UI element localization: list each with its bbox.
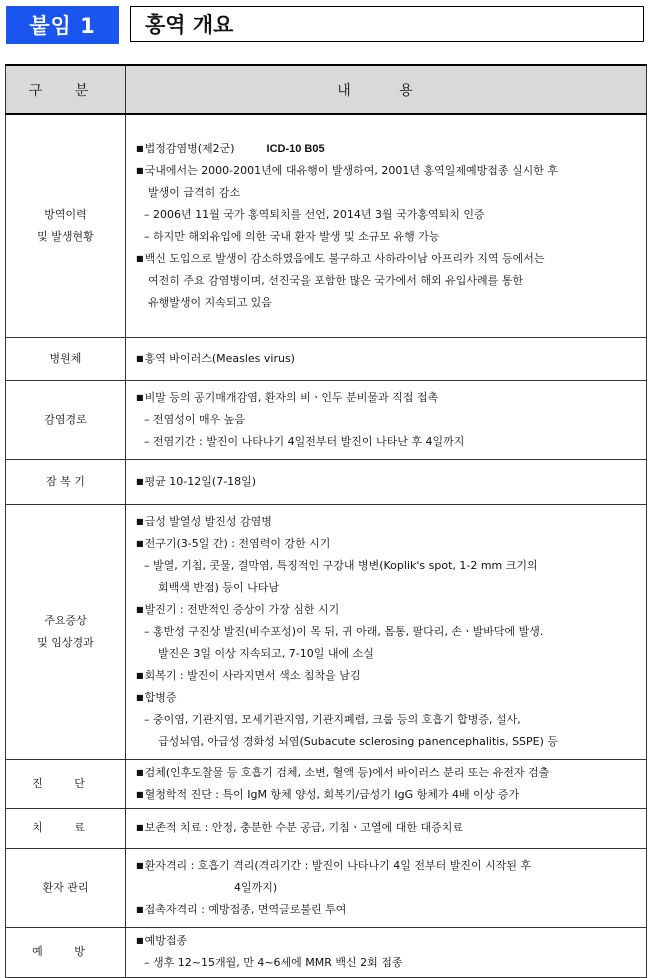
- table-row: [6, 459, 647, 504]
- column-header-category: 구 분: [6, 65, 126, 114]
- row-content-patient-management: ■환자격리 : 호흡기 격리(격리기간 : 발진이 나타나기 4일 전부터 발진이 시작된 후 4일까지) ■접촉자격리 : 예방접종, 면역글로불린 투여: [126, 848, 647, 927]
- row-label-pathogen: 병원체: [6, 337, 126, 380]
- row-label-prevention: 예 방: [6, 927, 126, 977]
- document-header: [6, 6, 646, 44]
- row-content-symptoms: ■급성 발열성 발진성 감염병 ■전구기(3-5일 간) : 전염력이 강한 시기 – 발열, 기침, 콧물, 결막염, 특징적인 구강내 병변(Koplik's spot, 1-2 mm 크기의 회백색 반점) 등이 나타남 ■발진기 : 전반적인 증상이 가장 심한 시기 – 홍반성 구진상 발진(비수포성)이 목 뒤, 귀 아래, 몸통, 팔다리, 손ㆍ발바닥에 발생. 발진은 3일 이상 지속되고, 7-10일 내에 소실 ■회복기 : 발진이 사라지면서 색소 침착을 남김 ■합병증 – 중이염, 기관지염, 모세기관지염, 기관지폐렴, 크룹 등의 호흡기 합병증, 설사, 급성뇌염, 아급성 경화성 뇌염(Subacute sclerosing panencephalitis, SSPE) 등: [126, 504, 647, 759]
- table-row: [6, 848, 647, 927]
- table-row: [6, 504, 647, 759]
- table-row: [6, 380, 647, 459]
- attachment-badge: 붙임 1: [6, 6, 119, 44]
- row-label-incubation: 잠 복 기: [6, 459, 126, 504]
- table-row: [6, 927, 647, 977]
- row-label-symptoms: 주요증상 및 임상경과: [6, 504, 126, 759]
- row-content-epidemiology: ■법정감염병(제2군) ICD-10 B05 ■국내에서는 2000-2001년에 대유행이 발생하여, 2001년 홍역일제예방접종 실시한 후 발생이 급격히 감소 – 2006년 11월 국가 홍역퇴치를 선언, 2014년 3월 국가홍역퇴치 인증 – 하지만 해외유입에 의한 국내 환자 발생 및 소규모 유행 가능 ■백신 도입으로 발생이 감소하였음에도 불구하고 사하라이남 아프리카 지역 등에서는 여전히 주요 감염병이며, 선진국을 포함한 많은 국가에서 해외 유입사례를 통한 유행발생이 지속되고 있음: [126, 114, 647, 337]
- row-label-epidemiology: 방역이력 및 발생현황: [6, 114, 126, 337]
- table-header-row: [6, 65, 647, 114]
- table-row: [6, 759, 647, 808]
- row-label-patient-management: 환자 관리: [6, 848, 126, 927]
- page-title: 홍역 개요: [130, 6, 644, 42]
- table-row: [6, 808, 647, 848]
- row-label-transmission: 감염경로: [6, 380, 126, 459]
- row-content-prevention: ■예방접종 – 생후 12~15개월, 만 4~6세에 MMR 백신 2회 접종: [126, 927, 647, 977]
- measles-overview-table: [5, 64, 647, 978]
- icd-code: ICD-10 B05: [266, 142, 325, 155]
- row-content-pathogen: ■홍역 바이러스(Measles virus): [126, 337, 647, 380]
- table-row: [6, 337, 647, 380]
- row-content-transmission: ■비말 등의 공기매개감염, 환자의 비ㆍ인두 분비물과 직접 접촉 – 전염성이 매우 높음 – 전염기간 : 발진이 나타나기 4일전부터 발진이 나타난 후 4일까지: [126, 380, 647, 459]
- row-content-treatment: ■보존적 치료 : 안정, 충분한 수분 공급, 기침ㆍ고열에 대한 대증치료: [126, 808, 647, 848]
- table-row: [6, 114, 647, 337]
- row-content-diagnosis: ■검체(인후도찰물 등 호흡기 검체, 소변, 혈액 등)에서 바이러스 분리 또는 유전자 검출 ■혈청학적 진단 : 특이 IgM 항체 양성, 회복기/급성기 IgG 항체가 4배 이상 증가: [126, 759, 647, 808]
- row-label-diagnosis: 진 단: [6, 759, 126, 808]
- column-header-content: 내 용: [126, 65, 647, 114]
- row-content-incubation: ■평균 10-12일(7-18일): [126, 459, 647, 504]
- row-label-treatment: 치 료: [6, 808, 126, 848]
